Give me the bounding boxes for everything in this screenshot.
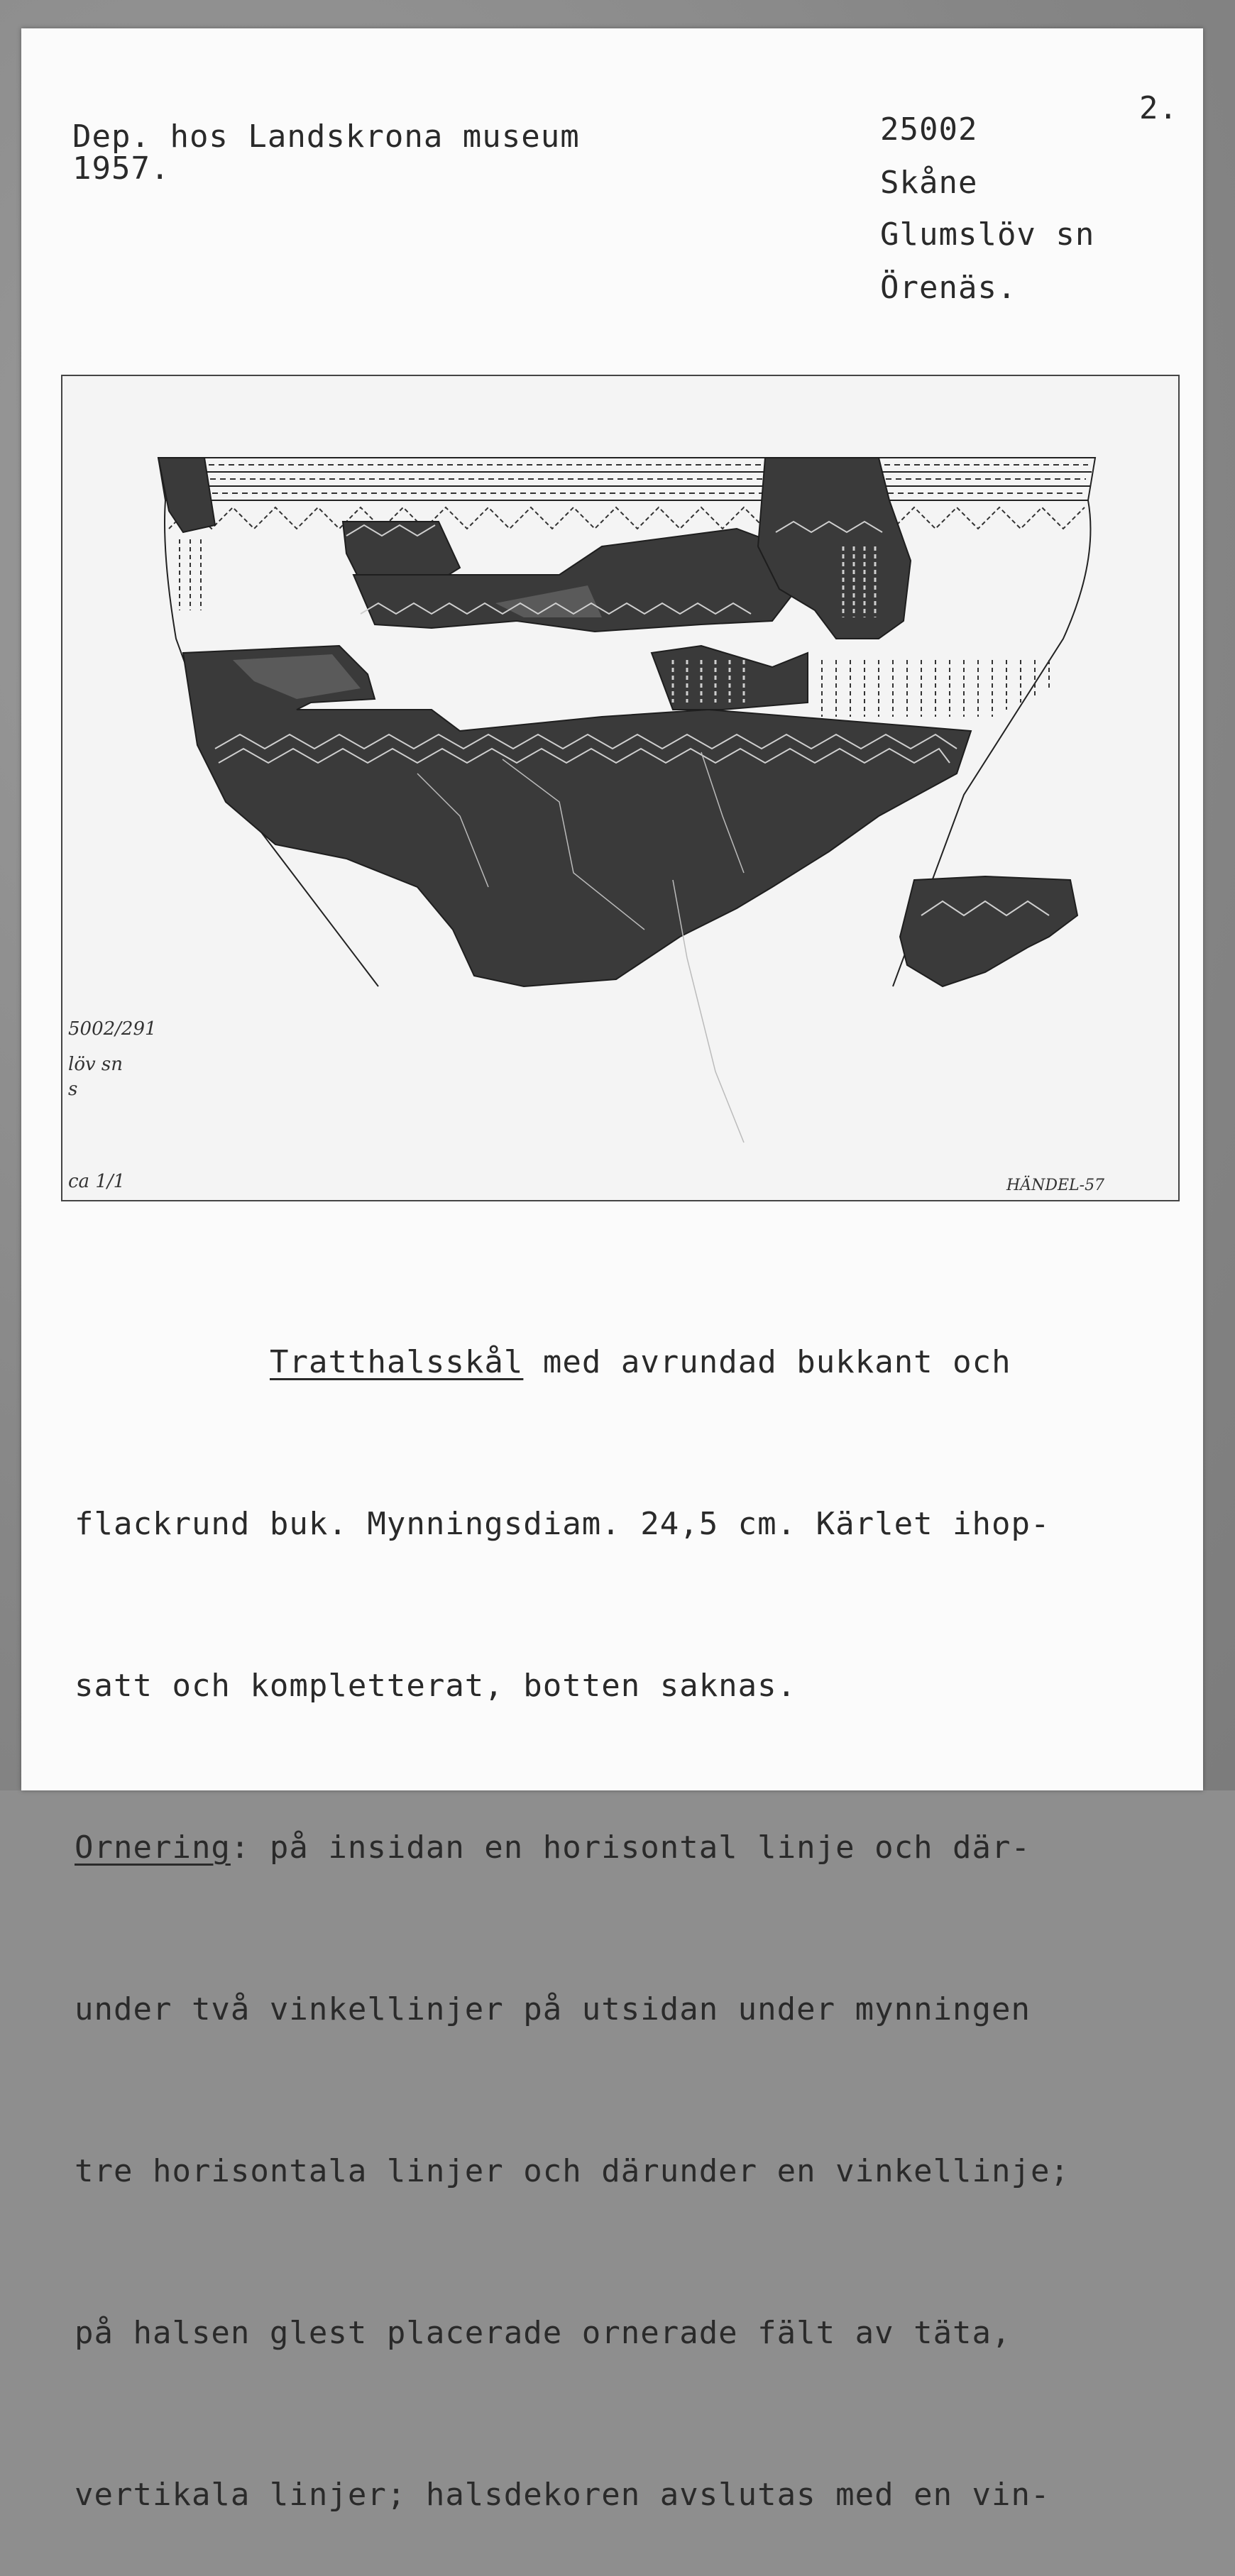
page-number: 2. [1139,90,1178,126]
description-line-2: flackrund buk. Mynningsdiam. 24,5 cm. Kärlet ihop- [75,1506,1050,1542]
description-line-1: Tratthalsskål med avrundad bukkant och [270,1344,1011,1380]
description-line-4: Ornering: på insidan en horisontal linje och där- [75,1829,1031,1866]
description-line-6: tre horisontala linjer och därunder en vinkellinje; [75,2153,1070,2189]
description-line-5: under två vinkellinjer på utsidan under mynningen [75,1991,1031,2027]
description-line-7: på halsen glest placerade ornerade fält av täta, [75,2315,1011,2351]
description-line-8: vertikala linjer; halsdekoren avslutas med en vin- [75,2477,1050,2513]
vessel-type-term: Tratthalsskål [270,1344,524,1380]
scale-note: ca 1/1 [68,1171,126,1192]
margin-note-3: s [68,1079,78,1100]
description-block [75,1228,1182,2576]
province: Skåne [880,165,978,201]
vessel-drawing-photo [61,375,1180,1201]
catalog-number: 25002 [880,111,978,148]
deposit-line-1: Dep. hos Landskrona museum [72,119,580,155]
margin-note-2: löv sn [68,1054,124,1075]
deposit-line-2: 1957. [72,150,170,187]
site: Örenäs. [880,270,1017,306]
parish: Glumslöv sn [880,216,1095,253]
ornamentation-term: Ornering [75,1829,231,1866]
artist-signature: HÄNDEL-57 [1006,1177,1105,1194]
vessel-drawing [62,376,1180,1201]
description-line-3: satt och kompletterat, botten saknas. [75,1668,797,1704]
margin-note-1: 5002/291 [68,1018,157,1040]
